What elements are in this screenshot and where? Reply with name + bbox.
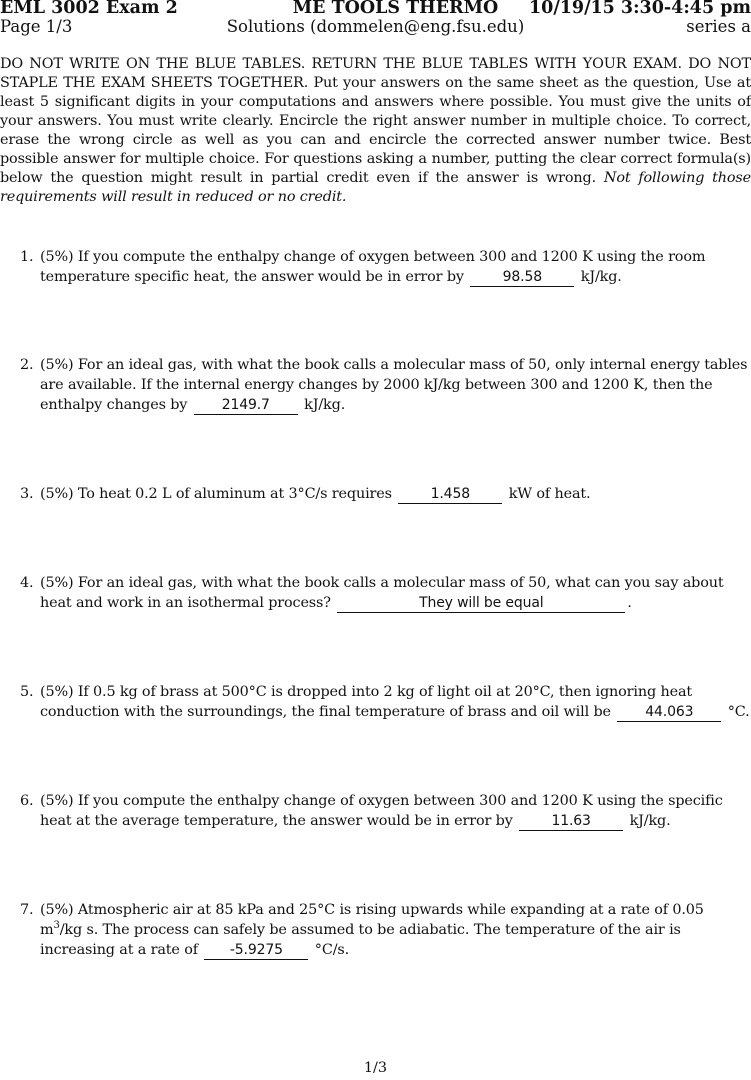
answer-blank: 1.458 xyxy=(398,486,502,504)
question-text: (5%) For an ideal gas, with what the book calls a molecular mass of 50, what can you say about heat and work in an isothermal process? xyxy=(40,575,724,611)
course-code: EML 3002 Exam 2 xyxy=(0,0,178,18)
instructions-emphasis: Not following those requirements will result in reduced or no credit. xyxy=(0,170,751,205)
question-3 xyxy=(20,484,750,504)
page-indicator: Page 1/3 xyxy=(0,17,73,36)
answer-blank: They will be equal xyxy=(337,595,625,613)
question-number: 5. xyxy=(20,684,34,700)
answer-blank: 44.063 xyxy=(617,704,721,722)
question-text: (5%) Atmospheric air at 85 kPa and 25°C is rising upwards while expanding at a rate of 0.05 m xyxy=(40,902,704,938)
instructions xyxy=(0,55,751,207)
answer-unit: . xyxy=(627,595,632,611)
answer-blank: 98.58 xyxy=(470,269,574,287)
question-number: 7. xyxy=(20,902,34,918)
exam-datetime: 10/19/15 3:30-4:45 pm xyxy=(528,0,751,18)
question-number: 1. xyxy=(20,249,34,265)
question-text: (5%) If you compute the enthalpy change of oxygen between 300 and 1200 K using the room temperature specific heat, the answer would be in error by xyxy=(40,249,706,285)
answer-blank: 2149.7 xyxy=(194,397,298,415)
answer-unit: kJ/kg. xyxy=(629,813,671,829)
answer-unit: kW of heat. xyxy=(508,486,591,502)
question-number: 2. xyxy=(20,357,34,373)
question-7 xyxy=(20,900,750,960)
question-4 xyxy=(20,573,750,613)
answer-blank: -5.9275 xyxy=(204,942,308,960)
answer-unit: °C/s. xyxy=(314,942,350,958)
superscript: 3 xyxy=(53,920,60,932)
question-text: (5%) If you compute the enthalpy change of oxygen between 300 and 1200 K using the specific heat at the average temperature, the answer would be in error by xyxy=(40,793,723,829)
question-text: (5%) If 0.5 kg of brass at 500°C is dropped into 2 kg of light oil at 20°C, then ignoring heat conduction with the surroundings, the final temperature of brass and oil will be xyxy=(40,684,693,720)
instructions-text: DO NOT WRITE ON THE BLUE TABLES. RETURN THE BLUE TABLES WITH YOUR EXAM. DO NOT STAPLE THE EXAM SHEETS TOGETHER. Put your answers on the same sheet as the question, Use at least 5 significant digits in your computations and answers where possible. You must give the units of your answers. You must write clearly. Encircle the right answer number in multiple choice. To correct, erase the wrong circle as well as you can and encircle the corrected answer number twice. Best possible answer for multiple choice. For questions asking a number, putting the clear correct formula(s) below the question might result in partial credit even if the answer is wrong. xyxy=(0,56,751,186)
answer-unit: kJ/kg. xyxy=(304,397,346,413)
answer-unit: °C. xyxy=(727,704,750,720)
series-label: series a xyxy=(686,17,751,36)
solutions-author: Solutions (dommelen@eng.fsu.edu) xyxy=(226,17,525,36)
question-text: (5%) To heat 0.2 L of aluminum at 3°C/s requires xyxy=(40,486,392,502)
question-number: 4. xyxy=(20,575,34,591)
exam-title: ME TOOLS THERMO xyxy=(292,0,499,18)
question-number: 6. xyxy=(20,793,34,809)
question-6 xyxy=(20,791,750,831)
answer-blank: 11.63 xyxy=(519,813,623,831)
question-2 xyxy=(20,355,750,415)
page-footer: 1/3 xyxy=(363,1060,388,1076)
question-text: (5%) For an ideal gas, with what the book calls a molecular mass of 50, only internal energy tables are available. If the internal energy changes by 2000 kJ/kg between 300 and 1200 K, then the enthalpy changes by xyxy=(40,357,748,413)
question-number: 3. xyxy=(20,486,34,502)
question-5 xyxy=(20,682,750,722)
question-text-cont: /kg s. The process can safely be assumed to be adiabatic. The temperature of the air is increasing at a rate of xyxy=(40,922,681,958)
answer-unit: kJ/kg. xyxy=(580,269,622,285)
question-1 xyxy=(20,247,750,287)
